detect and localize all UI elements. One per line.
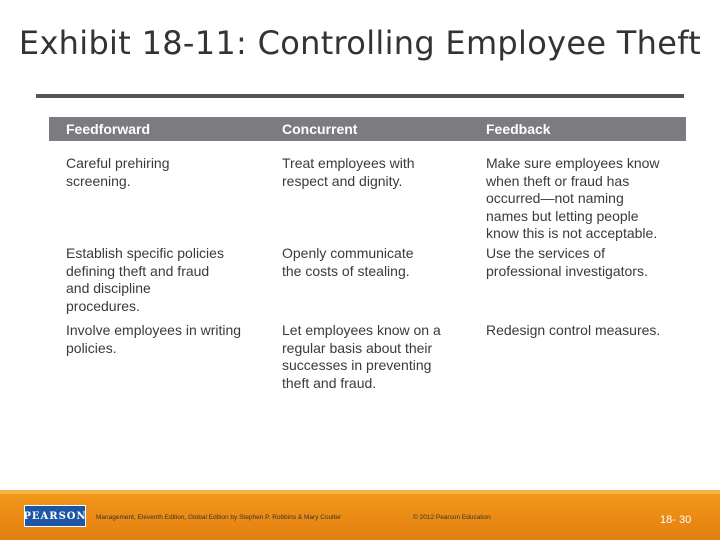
table-row	[49, 141, 686, 241]
header-feedback: Feedback	[486, 121, 551, 137]
cell-feedforward: Involve employees in writing policies.	[66, 322, 242, 356]
cell-feedforward: Careful prehiring screening.	[66, 155, 170, 189]
page-number: 18- 30	[660, 514, 692, 526]
footer-highlight	[0, 490, 720, 494]
title-divider	[36, 94, 684, 98]
theft-control-table	[49, 117, 686, 403]
cell-concurrent: Let employees know on a regular basis about their successes in preventing theft and fraud.	[282, 322, 441, 391]
table-header-row	[49, 117, 686, 141]
table-row	[49, 313, 686, 403]
table-row	[49, 235, 686, 313]
header-concurrent: Concurrent	[282, 121, 358, 137]
cell-feedforward: Establish specific policies defining theft and fraud and discipline procedures.	[66, 245, 224, 314]
cell-feedback: Redesign control measures.	[486, 322, 661, 338]
cell-feedback: Use the services of professional investigators.	[486, 245, 648, 279]
book-citation: Management, Eleventh Edition, Global Edition by Stephen P. Robbins & Mary Coulter	[96, 514, 342, 521]
header-feedforward: Feedforward	[66, 121, 151, 137]
copyright-notice: © 2012 Pearson Education	[413, 514, 491, 521]
cell-concurrent: Treat employees with respect and dignity.	[282, 155, 415, 189]
cell-concurrent: Openly communicate the costs of stealing.	[282, 245, 414, 279]
pearson-logo: PEARSON	[24, 505, 86, 527]
slide-title: Exhibit 18-11: Controlling Employee Theft	[18, 24, 702, 62]
cell-feedback: Make sure employees know when theft or fraud has occurred—not naming names but letting people know this is not acceptable.	[486, 155, 660, 241]
